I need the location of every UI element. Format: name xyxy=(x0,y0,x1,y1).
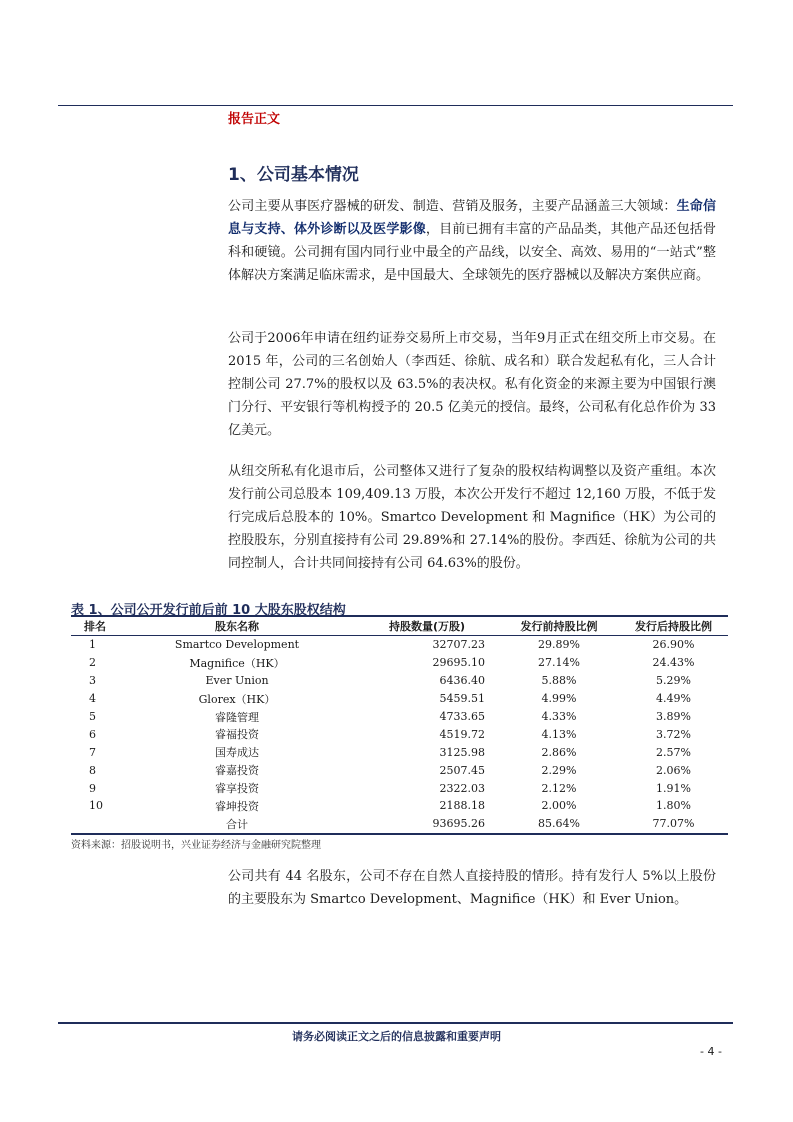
cell-rank: 4 xyxy=(89,692,96,706)
cell-name: Smartco Development xyxy=(174,638,300,652)
cell-pre-ratio: 4.99% xyxy=(541,692,577,706)
table-row xyxy=(71,636,728,654)
cell-rank: 1 xyxy=(89,638,96,652)
cell-post-ratio: 77.07% xyxy=(652,817,695,831)
cell-name: 睿嘉投资 xyxy=(215,764,259,778)
cell-rank: 3 xyxy=(89,674,96,688)
header-rank: 排名 xyxy=(84,620,106,633)
cell-rank: 6 xyxy=(89,727,96,741)
cell-post-ratio: 26.90% xyxy=(652,638,695,652)
header-post-issue-ratio: 发行后持股比例 xyxy=(635,620,712,633)
cell-post-ratio: 1.91% xyxy=(656,781,691,795)
cell-rank: 8 xyxy=(89,763,96,777)
table-source-note: 资料来源：招股说明书，兴业证券经济与金融研究院整理 xyxy=(71,840,321,851)
table-row xyxy=(71,708,728,726)
cell-rank: 10 xyxy=(89,799,103,813)
cell-name: Glorex（HK） xyxy=(198,692,276,706)
cell-shares: 4519.72 xyxy=(439,727,485,741)
footer-disclaimer: 请务必阅读正文之后的信息披露和重要声明 xyxy=(292,1030,501,1043)
table-row xyxy=(71,779,728,797)
cell-shares: 3125.98 xyxy=(439,745,485,759)
cell-post-ratio: 2.57% xyxy=(656,745,691,759)
cell-name: 合计 xyxy=(226,817,248,831)
cell-rank: 7 xyxy=(89,745,96,759)
table-row xyxy=(71,690,728,708)
paragraph-shareholders-summary: 公司共有 44 名股东，公司不存在自然人直接持股的情形。持有发行人 5%以上股份的主要股东为 Smartco Development、Magnifice（HK）和 Ever Union。 xyxy=(228,869,716,907)
section-tag: 报告正文 xyxy=(228,112,281,127)
cell-name: 睿坤投资 xyxy=(215,799,259,813)
cell-rank: 9 xyxy=(89,781,96,795)
cell-shares: 2322.03 xyxy=(439,781,485,795)
cell-post-ratio: 5.29% xyxy=(656,674,691,688)
table-header-row xyxy=(71,616,728,636)
cell-shares: 32707.23 xyxy=(432,638,485,652)
cell-shares: 2507.45 xyxy=(439,763,485,777)
shareholder-table-wrap xyxy=(71,615,728,835)
table-row xyxy=(71,725,728,743)
header-shares: 持股数量(万股) xyxy=(388,620,466,633)
shareholder-table xyxy=(71,615,728,835)
table-total-row xyxy=(71,815,728,834)
cell-rank xyxy=(71,815,119,834)
cell-shares: 5459.51 xyxy=(439,692,485,706)
cell-post-ratio: 4.49% xyxy=(656,692,691,706)
cell-name: Magnifice（HK） xyxy=(189,656,285,670)
cell-pre-ratio: 2.29% xyxy=(541,763,577,777)
table-row xyxy=(71,761,728,779)
paragraph-text: ，目前已拥有丰富的产品品类，其他产品还包括骨科和硬镜。公司拥有国内同行业中最全的产品线，以安全、高效、易用的“一站式”整体解决方案满足临床需求，是中国最大、全球领先的医疗器械以及解决方案供应商。 xyxy=(228,222,716,283)
cell-shares: 4733.65 xyxy=(439,710,485,723)
cell-pre-ratio: 4.13% xyxy=(541,727,577,741)
header-shareholder-name: 股东名称 xyxy=(215,620,259,633)
cell-pre-ratio: 85.64% xyxy=(538,817,580,831)
cell-shares: 2188.18 xyxy=(439,799,485,813)
cell-pre-ratio: 5.88% xyxy=(541,674,577,688)
cell-pre-ratio: 2.12% xyxy=(541,781,577,795)
table-title: 表 1、公司公开发行前后前 10 大股东股权结构 xyxy=(71,603,346,618)
paragraph-text: 公司主要从事医疗器械的研发、制造、营销及服务，主要产品涵盖三大领域： xyxy=(228,199,677,214)
table-row xyxy=(71,743,728,761)
cell-post-ratio: 3.89% xyxy=(656,710,691,723)
table-row xyxy=(71,654,728,672)
cell-pre-ratio: 2.86% xyxy=(541,745,577,759)
cell-name: 睿福投资 xyxy=(215,728,259,742)
table-row xyxy=(71,672,728,690)
paragraph-bold-text: 生命信息与支持、体外诊断以及医学影像 xyxy=(228,199,716,237)
cell-name: Ever Union xyxy=(205,674,269,688)
cell-rank: 5 xyxy=(89,710,96,723)
cell-post-ratio: 2.06% xyxy=(656,763,691,777)
cell-shares: 6436.40 xyxy=(439,674,485,688)
paragraph-listing-history: 公司于2006年申请在纽约证券交易所上市交易，当年9月正式在纽交所上市交易。在 2015 年，公司的三名创始人（李西廷、徐航、成名和）联合发起私有化，三人合计控制公司 27.7%的股权以及 63.5%的表决权。私有化资金的来源主要为中国银行澳门分行、平安银行等机构授予的 20.5 亿美元的授信。最终，公司私有化总作价为 33 亿美元。 xyxy=(228,331,716,438)
cell-name: 国寿成达 xyxy=(215,746,259,760)
cell-post-ratio: 1.80% xyxy=(656,799,691,813)
paragraph-business-overview xyxy=(228,195,716,287)
section-heading: 1、公司基本情况 xyxy=(228,165,359,185)
cell-rank: 2 xyxy=(89,656,96,670)
table-row xyxy=(71,797,728,815)
cell-name: 睿享投资 xyxy=(215,782,259,796)
cell-pre-ratio: 27.14% xyxy=(538,656,580,670)
header-rule xyxy=(58,105,733,106)
page-number: - 4 - xyxy=(700,1045,722,1058)
cell-pre-ratio: 29.89% xyxy=(538,638,580,652)
cell-post-ratio: 24.43% xyxy=(652,656,695,670)
footer-rule xyxy=(58,1022,733,1024)
cell-post-ratio: 3.72% xyxy=(656,727,691,741)
cell-shares: 29695.10 xyxy=(432,656,485,670)
cell-pre-ratio: 4.33% xyxy=(541,710,577,723)
cell-name: 睿隆管理 xyxy=(215,710,259,724)
cell-shares: 93695.26 xyxy=(432,817,485,831)
paragraph-restructuring: 从纽交所私有化退市后，公司整体又进行了复杂的股权结构调整以及资产重组。本次发行前公司总股本 109,409.13 万股，本次公开发行不超过 12,160 万股，不低于发行完成后总股本的 10%。Smartco Development 和 Magnifice（HK）为公司的控股股东，分别直接持有公司 29.89%和 27.14%的股份。李西廷、徐航为公司的共同控制人，合计共同间接持有公司 64.63%的股份。 xyxy=(228,464,716,571)
header-pre-issue-ratio: 发行前持股比例 xyxy=(520,620,598,633)
cell-pre-ratio: 2.00% xyxy=(541,799,577,813)
